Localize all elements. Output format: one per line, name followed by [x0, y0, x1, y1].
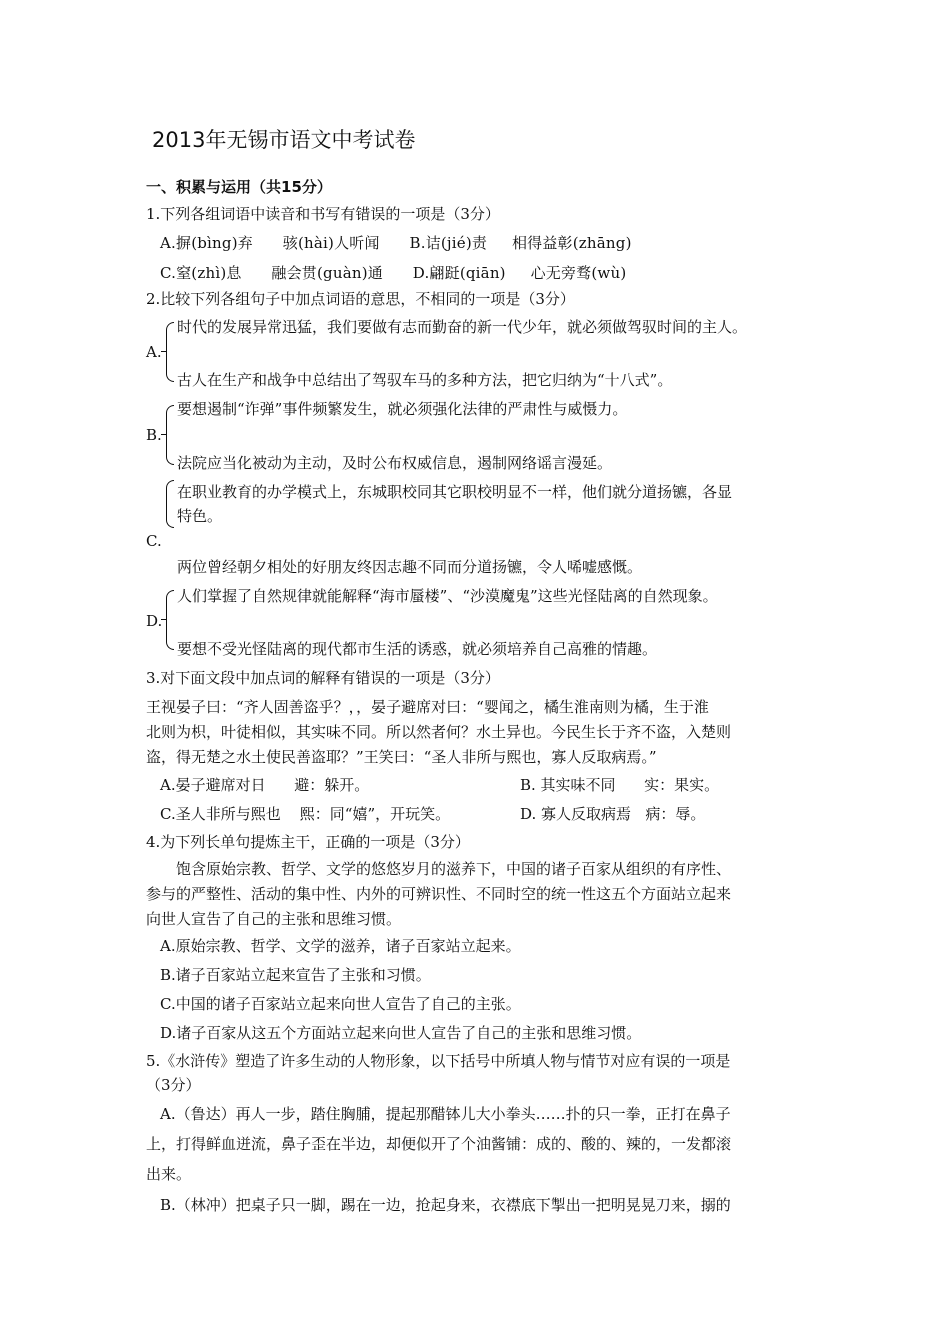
question-5-stem: 5.《水浒传》塑造了许多生动的人物形象，以下括号中所填人物与情节对应有误的一项是 — [146, 1052, 731, 1070]
question-3-stem: 3.对下面文段中加点词的解释有错误的一项是（3分） — [146, 669, 500, 687]
section-heading: 一、积累与运用（共15分） — [146, 178, 332, 196]
option-c-label: C. — [146, 532, 162, 550]
question-1-options-row-1: A.摒(bìng)弃 骇(hài)人听闻 B.诘(jié)责 相得益彰(zhāng) — [160, 234, 632, 252]
question-5-option-a-line-1: A.（鲁达）再人一步，踏住胸脯，提起那醋钵儿大小拳头……扑的只一拳，正打在鼻子 — [160, 1105, 731, 1123]
option-d-sentence-1: 人们掌握了自然规律就能解释“海市蜃楼”、“沙漠魔鬼”这些光怪陆离的自然现象。 — [177, 587, 718, 605]
option-b-sentence-2: 法院应当化被动为主动，及时公布权威信息，遏制网络谣言漫延。 — [177, 454, 613, 472]
option-b-sentence-1: 要想遏制“诈弹”事件频繁发生，就必须强化法律的严肃性与威慑力。 — [177, 400, 628, 418]
question-3-option-c: C.圣人非所与熙也 熙：同“嬉”，开玩笑。 — [160, 805, 451, 823]
option-d-sentence-2: 要想不受光怪陆离的现代都市生活的诱惑，就必须培养自己高雅的情趣。 — [177, 640, 658, 658]
question-5-option-a-line-2: 上，打得鲜血迸流，鼻子歪在半边，却便似开了个油酱铺：成的、酸的、辣的，一发都滚 — [146, 1135, 732, 1153]
option-a-label: A. — [146, 343, 162, 361]
sentence-line-3: 向世人宣告了自己的主张和思维习惯。 — [146, 910, 402, 928]
question-4-option-c: C.中国的诸子百家站立起来向世人宣告了自己的主张。 — [160, 995, 521, 1013]
question-3-option-b: B. 其实味不同 实：果实。 — [520, 776, 720, 794]
question-2-stem: 2.比较下列各组句子中加点词语的意思，不相同的一项是（3分） — [146, 290, 575, 308]
option-b-brace-nub — [161, 434, 166, 435]
option-d-label: D. — [146, 612, 163, 630]
option-a-sentence-2: 古人在生产和战争中总结出了驾驭车马的多种方法，把它归纳为“十八式”。 — [177, 371, 673, 389]
option-c-sentence-2: 两位曾经朝夕相处的好朋友终因志趣不同而分道扬镳，令人唏嘘感慨。 — [177, 558, 643, 576]
question-4-option-b: B.诸子百家站立起来宣告了主张和习惯。 — [160, 966, 431, 984]
passage-line-2: 北则为枳，叶徒相似，其实味不同。所以然者何？水土异也。今民生长于齐不盗，入楚则 — [146, 723, 732, 741]
option-a-brace-nub — [161, 351, 166, 352]
passage-line-3: 盗，得无楚之水土使民善盗耶？”王笑曰：“圣人非所与熙也，寡人反取病焉。” — [146, 748, 657, 766]
sentence-line-2: 参与的严整性、活动的集中性、内外的可辨识性、不同时空的统一性这五个方面站立起来 — [146, 885, 732, 903]
question-5-stem-cont: （3分） — [146, 1076, 201, 1094]
option-a-brace — [166, 322, 174, 382]
question-4-option-d: D.诸子百家从这五个方面站立起来向世人宣告了自己的主张和思维习惯。 — [160, 1024, 642, 1042]
option-c-sentence-1-cont: 特色。 — [177, 507, 223, 525]
question-5-option-b-line-1: B.（林冲）把桌子只一脚，踢在一边，抢起身来，衣襟底下掣出一把明晃晃刀来，搦的 — [160, 1196, 731, 1214]
question-3-option-a: A.晏子避席对日 避：躲开。 — [160, 776, 370, 794]
question-1-options-row-2: C.窒(zhì)息 融会贯(guàn)通 D.翩跹(qiān) 心无旁骛(wù) — [160, 264, 627, 282]
question-5-option-a-line-3: 出来。 — [146, 1165, 192, 1183]
question-1-stem: 1.下列各组词语中读音和书写有错误的一项是（3分） — [146, 205, 500, 223]
page-title: 2013年无锡市语文中考试卷 — [152, 128, 416, 152]
option-c-brace — [166, 480, 174, 528]
question-4-stem: 4.为下列长单句提炼主干，正确的一项是（3分） — [146, 833, 470, 851]
option-c-sentence-1: 在职业教育的办学模式上，东城职校同其它职校明显不一样，他们就分道扬镳，各显 — [177, 483, 733, 501]
option-b-brace — [166, 405, 174, 465]
question-3-option-d: D. 寡人反取病焉 病：辱。 — [520, 805, 706, 823]
passage-line-1: 王视晏子曰：“齐人固善盗乎？，，晏子避席对曰：“婴闻之，橘生淮南则为橘，生于淮 — [146, 698, 709, 716]
option-a-sentence-1: 时代的发展异常迅猛，我们要做有志而勤奋的新一代少年，就必须做驾驭时间的主人。 — [177, 318, 748, 336]
option-b-label: B. — [146, 426, 162, 444]
question-4-option-a: A.原始宗教、哲学、文学的滋养，诸子百家站立起来。 — [160, 937, 521, 955]
option-d-brace — [166, 590, 174, 650]
sentence-line-1: 饱含原始宗教、哲学、文学的悠悠岁月的滋养下，中国的诸子百家从组织的有序性、 — [176, 860, 732, 878]
option-d-brace-nub — [161, 619, 166, 620]
